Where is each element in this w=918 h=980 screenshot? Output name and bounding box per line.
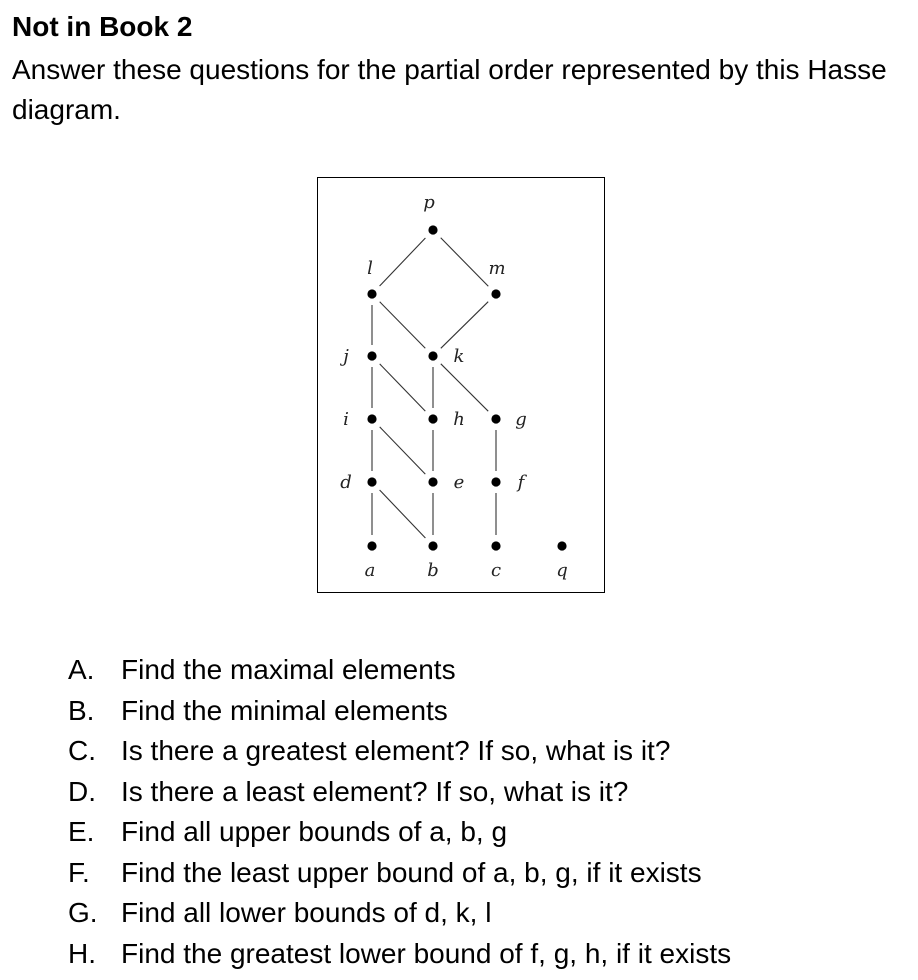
node-label-m: m: [488, 258, 506, 279]
edge-h-j: [380, 364, 426, 411]
node-f: [491, 477, 500, 486]
edge-g-k: [441, 364, 488, 411]
node-label-q: q: [556, 560, 568, 581]
node-label-a: a: [364, 560, 376, 581]
node-b: [428, 541, 437, 550]
node-label-j: j: [343, 346, 349, 367]
node-label-k: k: [453, 346, 465, 367]
question-letter: F.: [68, 856, 90, 888]
question-item: [68, 731, 731, 772]
question-text: Find the minimal elements: [121, 694, 448, 726]
question-item: [68, 772, 731, 813]
node-c: [491, 541, 500, 550]
node-h: [428, 414, 437, 423]
node-label-g: g: [515, 409, 527, 430]
hasse-diagram: [317, 177, 605, 593]
node-q: [557, 541, 566, 550]
question-letter: E.: [68, 816, 95, 847]
node-k: [428, 351, 437, 360]
node-label-l: l: [367, 258, 373, 279]
question-letter: G.: [68, 897, 98, 928]
question-letter: H.: [68, 937, 96, 969]
question-text: Is there a greatest element? If so, what is it?: [121, 735, 671, 766]
question-item: [68, 812, 731, 853]
edge-l-p: [380, 238, 426, 286]
node-p: [428, 225, 437, 234]
node-j: [367, 351, 376, 360]
page-title: Not in Book 2: [12, 11, 193, 42]
edge-b-d: [380, 490, 426, 538]
question-text: Find the maximal elements: [121, 654, 456, 685]
question-text: Find the greatest lower bound of f, g, h, if it exists: [121, 937, 732, 969]
node-label-c: c: [490, 560, 502, 581]
node-d: [367, 477, 376, 486]
node-label-e: e: [453, 472, 465, 493]
question-letter: B.: [68, 694, 95, 726]
hasse-diagram-canvas: [318, 178, 604, 592]
node-label-b: b: [427, 560, 439, 581]
question-item: [68, 650, 731, 691]
question-item: [68, 934, 731, 975]
edge-e-i: [380, 427, 426, 474]
edge-k-m: [441, 302, 488, 349]
question-text: Is there a least element? If so, what is it?: [121, 775, 629, 807]
intro-text: Answer these questions for the partial order represented by this Hasse diagram.: [12, 54, 887, 125]
node-label-d: d: [340, 472, 352, 493]
question-text: Find all upper bounds of a, b, g: [121, 816, 508, 847]
question-letter: D.: [68, 775, 96, 807]
question-item: [68, 691, 731, 732]
edge-m-p: [441, 238, 489, 286]
node-label-h: h: [453, 409, 465, 430]
node-label-p: p: [423, 192, 435, 213]
question-item: [68, 853, 731, 894]
node-label-f: f: [517, 472, 525, 493]
question-item: [68, 893, 731, 934]
node-g: [491, 414, 500, 423]
question-text: Find the least upper bound of a, b, g, if it exists: [121, 856, 702, 888]
edge-k-l: [380, 302, 426, 348]
node-e: [428, 477, 437, 486]
node-i: [367, 414, 376, 423]
question-list: [68, 650, 731, 974]
node-m: [491, 289, 500, 298]
node-l: [367, 289, 376, 298]
question-text: Find all lower bounds of d, k, l: [121, 897, 492, 928]
question-letter: C.: [68, 735, 96, 766]
node-a: [367, 541, 376, 550]
node-label-i: i: [343, 409, 349, 430]
question-letter: A.: [68, 654, 95, 685]
